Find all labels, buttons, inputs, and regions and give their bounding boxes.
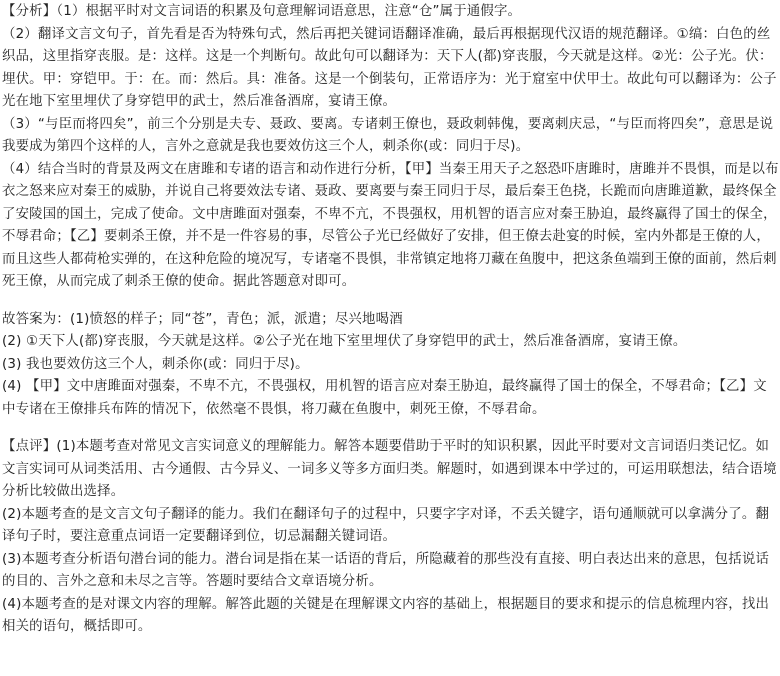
- section-gap: [2, 421, 780, 436]
- analysis-paragraph-1: 【分析】（1）根据平时对文言词语的积累及句意理解词语意思，注意“仓”属于通假字。: [2, 4, 522, 19]
- analysis-paragraph-3: （3）“与臣而将四矣”，前三个分别是夫专、聂政、要离。专诸刺王僚也，聂政刺韩傀，要离刺庆忌，“与臣而将四矣”，意思是说我要成为第四个这样的人，言外之意就是我也要效仿这三个人，刺杀你(或：同归于尽)。: [2, 116, 774, 154]
- section-gap: [2, 294, 780, 309]
- answer-paragraph-4: (4) 【甲】文中唐雎面对强秦，不卑不亢，不畏强权，用机智的语言应对秦王胁迫，最终赢得了国士的保全，不辱君命；【乙】文中专诸在王僚排兵布阵的情况下，依然毫不畏惧，将刀藏在鱼腹中，刺死王僚，不辱君命。: [2, 379, 767, 417]
- comment-paragraph-4: (4)本题考查的是对课文内容的理解。解答此题的关键是在理解课文内容的基础上，根据题目的要求和提示的信息梳理内容，找出相关的语句，概括即可。: [2, 596, 770, 634]
- answer-paragraph-2: (2) ①天下人(都)穿丧服，今天就是这样。②公子光在地下室里埋伏了身穿铠甲的武士，然后准备酒席，宴请王僚。: [2, 334, 687, 349]
- answer-paragraph-1: 故答案为：(1)愤怒的样子；同“苍”，青色；派，派遣；尽兴地喝酒: [2, 311, 403, 327]
- comment-paragraph-3: (3)本题考查分析语句潜台词的能力。潜台词是指在某一话语的背后，所隐藏着的那些没有直接、明白表达出来的意思，包括说话的目的、言外之意和未尽之言等。答题时要结合文章语境分析。: [2, 551, 770, 589]
- analysis-paragraph-2: （2）翻译文言文句子，首先看是否为特殊句式，然后再把关键词语翻译准确，最后再根据现代汉语的规范翻译。①缟：白色的丝织品，这里指穿丧服。是：这样。这是一个判断句。故此句可以翻译为：天下人(都)穿丧服，今天就是这样。②光：公子光。伏：埋伏。甲：穿铠甲。于：在。而：然后。具：准备。这是一个倒装句，正常语序为：光于窟室中伏甲士。故此句可以翻译为：公子光在地下室里埋伏了身穿铠甲的武士，然后准备酒席，宴请王僚。: [2, 26, 777, 109]
- comment-paragraph-1: 【点评】(1)本题考查对常见文言实词意义的理解能力。解答本题要借助于平时的知识积累，因此平时要对文言词语归类记忆。如文言实词可从词类活用、古今通假、古今异义、一词多义等多方面归类。解题时，如遇到课本中学过的，可运用联想法，结合语境分析比较做出选择。: [2, 439, 777, 499]
- analysis-section: [2, 1, 780, 294]
- comment-section: [2, 436, 780, 639]
- comment-paragraph-2: (2)本题考查的是文言文句子翻译的能力。我们在翻译句子的过程中，只要字字对译，不丢关键字，语句通顺就可以拿满分了。翻译句子时，要注意重点词语一定要翻译到位，切忌漏翻关键词语。: [2, 506, 770, 544]
- analysis-paragraph-4: （4）结合当时的背景及两文在唐雎和专诸的语言和动作进行分析，【甲】当秦王用天子之怒恐吓唐雎时，唐雎并不畏惧，而是以布衣之怒来应对秦王的威胁，并说自己将要效法专诸、聂政、要离要与秦王同归于尽，最后秦王色挠，长跪而向唐雎道歉，最终保全了安陵国的国土，完成了使命。文中唐雎面对强秦，不卑不亢，不畏强权，用机智的语言应对秦王胁迫，最终赢得了国士的保全，不辱君命；【乙】要刺杀王僚，并不是一件容易的事，尽管公子光已经做好了安排，但王僚去赴宴的时候，室内外都是王僚的人，而且这些人都荷枪实弹的，在这种危险的境况写，专诸毫不畏惧，非常镇定地将刀藏在鱼腹中，把这条鱼端到王僚的面前，然后刺死王僚，从而完成了刺杀王僚的使命。据此答题意对即可。: [2, 161, 779, 289]
- answer-paragraph-3: (3) 我也要效仿这三个人，刺杀你(或：同归于尽)。: [2, 356, 309, 372]
- answer-section: [2, 309, 780, 422]
